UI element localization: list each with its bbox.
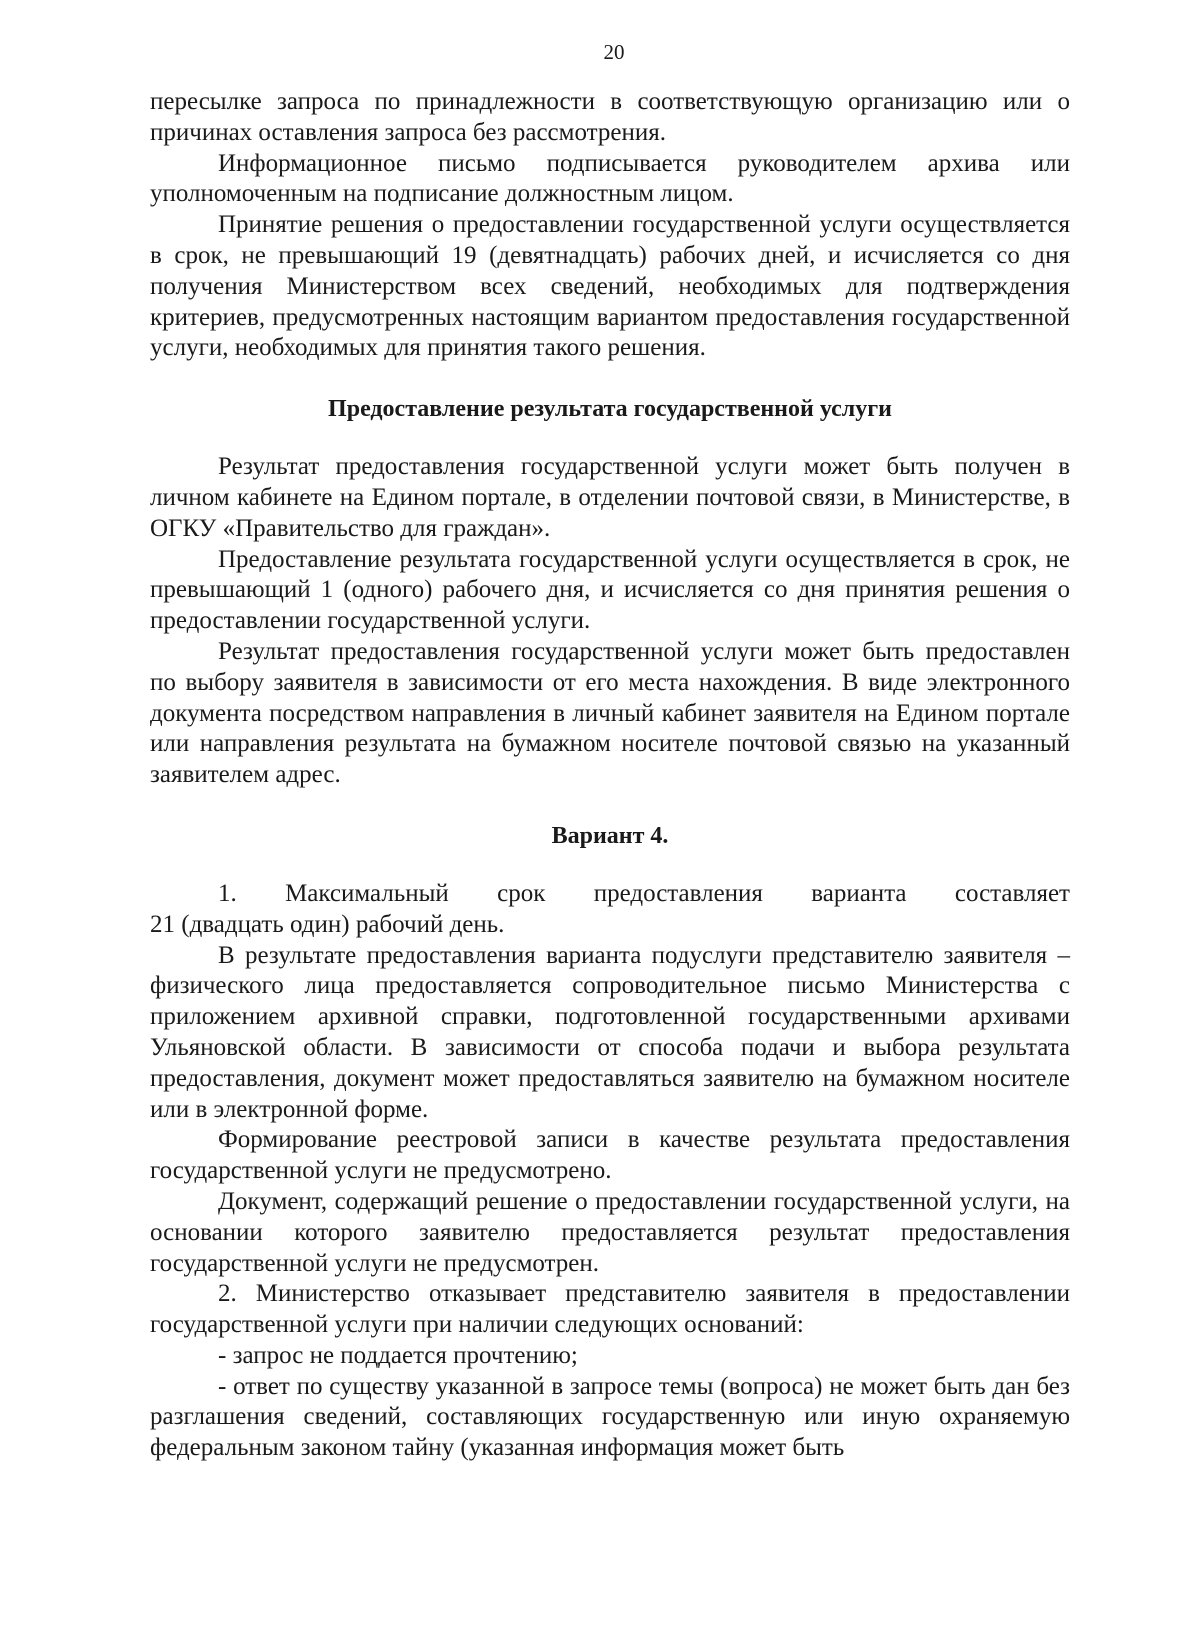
item-word: срок xyxy=(497,879,546,907)
item-word: предоставления xyxy=(593,879,763,907)
paragraph: Результат предоставления государственной услуги может быть получен в личном кабинете на Едином портале, в отделении почтовой связи, в Министерстве, в ОГКУ «Правительство для граждан». xyxy=(150,453,1070,542)
list-item: - ответ по существу указанной в запросе темы (вопроса) не может быть дан без разглашения сведений, составляющих государственную или иную охраняемую федеральным законом тайну (указанная информация может быть xyxy=(150,1372,1070,1462)
item-word: варианта xyxy=(811,879,907,907)
section-heading-result: Предоставление результата государственной услуги xyxy=(328,396,892,423)
section-heading-variant: Вариант 4. xyxy=(551,822,669,849)
paragraph: Информационное письмо подписывается руководителем архива или уполномоченным на подписание должностным лицом. xyxy=(150,149,1070,208)
paragraph: Принятие решения о предоставлении государственной услуги осуществляется в срок, не превышающий 19 (девятнадцать) рабочих дней, и исчисляется со дня получения Министерством всех сведений, необходимых для подтверждения критериев, предусмотренных настоящим вариантом предоставления государственной услуги, необходимых для принятия такого решения. xyxy=(150,211,1070,362)
page-number: 20 xyxy=(603,40,625,64)
paragraph: 2. Министерство отказывает представителю заявителя в предоставлении государственной услуги при наличии следующих оснований: xyxy=(150,1280,1070,1339)
item-word: составляет xyxy=(954,879,1070,907)
paragraph: Результат предоставления государственной услуги может быть предоставлен по выбору заявителя в зависимости от его места нахождения. В виде электронного документа посредством направления в личный кабинет заявителя на Едином портале или направления результата на бумажном носителе почтовой связью на указанный заявителем адрес. xyxy=(150,637,1070,789)
paragraph: Предоставление результата государственной услуги осуществляется в срок, не превышающий 1 (одного) рабочего дня, и исчисляется со дня принятия решения о предоставлении государственной услуги. xyxy=(150,545,1070,635)
list-item: - запрос не поддается прочтению; xyxy=(218,1341,578,1369)
paragraph: Формирование реестровой записи в качестве результата предоставления государственной услуги не предусмотрено. xyxy=(150,1126,1070,1185)
paragraph: пересылке запроса по принадлежности в соответствующую организацию или о причинах оставления запроса без рассмотрения. xyxy=(150,88,1070,146)
item-word: 1. xyxy=(218,879,237,907)
numbered-item-1-line xyxy=(150,879,1070,910)
document-page xyxy=(150,40,1070,1464)
paragraph: Документ, содержащий решение о предоставлении государственной услуги, на основании которого заявителю предоставляется результат предоставления государственной услуги не предусмотрен. xyxy=(150,1187,1070,1277)
paragraph: В результате предоставления варианта подуслуги представителю заявителя – физического лица предоставляется сопроводительное письмо Министерства с приложением архивной справки, подготовленной государственными архивами Ульяновской области. В зависимости от способа подачи и выбора результата предоставления, документ может предоставляться заявителю на бумажном носителе или в электронной форме. xyxy=(150,941,1070,1123)
item-word: Максимальный xyxy=(285,879,449,907)
numbered-item-1-continuation: 21 (двадцать один) рабочий день. xyxy=(150,910,505,938)
